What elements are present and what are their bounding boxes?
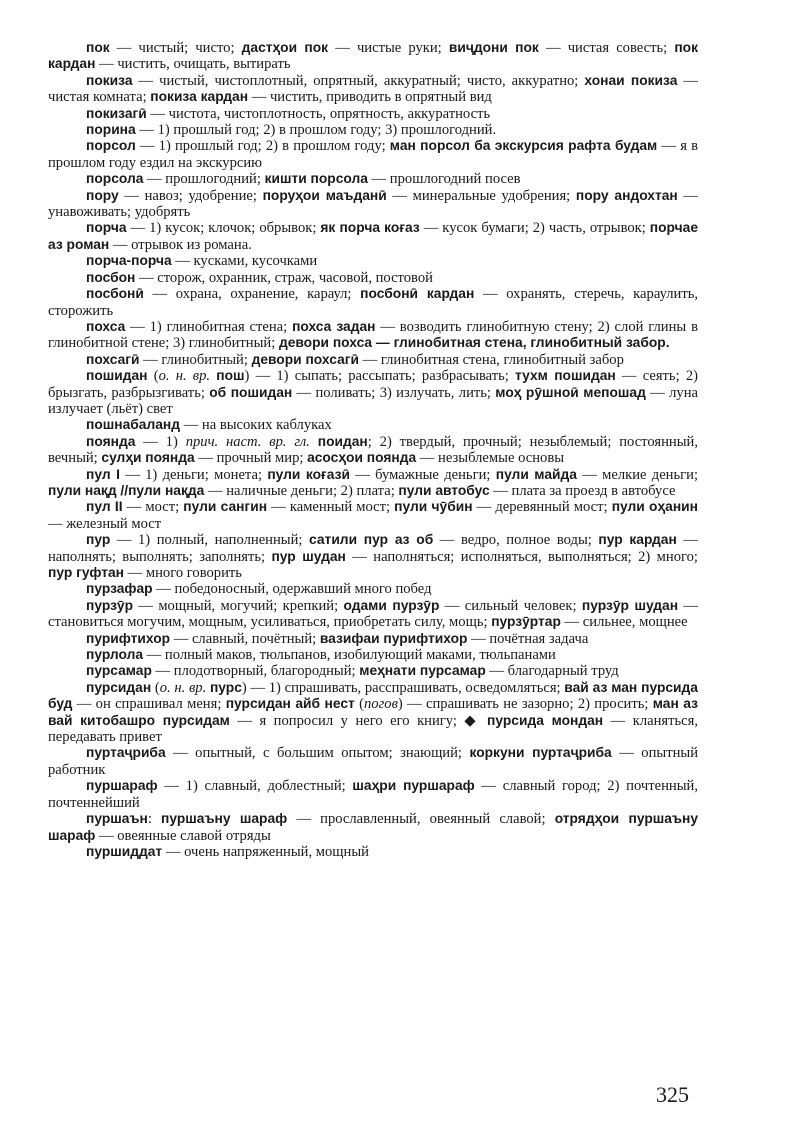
- headword: порсол: [86, 138, 136, 154]
- definition-text: — чистота, чистоплотность, опрятность, аккуратность: [146, 105, 491, 122]
- headword: похсагӣ: [86, 351, 140, 367]
- definition-text: — наполнять; выполнять; заполнять;: [48, 532, 698, 565]
- definition-text: — кусок бумаги; 2) часть, отрывок;: [419, 220, 650, 237]
- grammar-note: о. н. вр.: [158, 368, 211, 385]
- headword: дастҳои пок: [241, 40, 329, 55]
- headword: пошнабаланд: [86, 417, 180, 433]
- definition-text: — на высоких каблуках: [180, 417, 332, 434]
- definition-text: :: [147, 811, 162, 828]
- dictionary-page-body: [48, 40, 698, 860]
- definition-text: — кланяться, передавать привет: [48, 712, 699, 746]
- definition-text: — сильнее, мощнее: [560, 614, 688, 631]
- definition-text: — чистая комната;: [48, 72, 699, 106]
- definition-text: — ведро, полное воды;: [433, 532, 599, 549]
- definition-text: — овеянные славой отряды: [95, 827, 271, 844]
- headword: пур гуфтан: [48, 565, 124, 580]
- definition-text: — мелкие деньги;: [576, 466, 698, 483]
- headword: пурзӯр: [86, 597, 134, 613]
- definition-text: — деревянный мост;: [472, 499, 612, 516]
- definition-text: [310, 434, 318, 450]
- definition-text: (: [147, 368, 159, 385]
- dictionary-entry: [48, 680, 698, 746]
- dictionary-entry: [48, 581, 698, 597]
- definition-text: — славный город; 2) почтенный, почтеннейший: [48, 778, 698, 811]
- definition-text: — мощный, могучий; крепкий;: [133, 597, 344, 614]
- headword: похса задан: [292, 318, 376, 334]
- headword: поянда: [86, 433, 136, 449]
- definition-text: — опытный работник: [48, 745, 699, 778]
- headword: пурсидан: [86, 679, 152, 695]
- definition-text: — 1) славный, доблестный;: [157, 778, 353, 795]
- definition-text: ) — 1) спрашивать, расспрашивать, осведомляться;: [241, 679, 565, 696]
- definition-text: — я в прошлом году ездил на экскурсию: [48, 138, 698, 171]
- definition-text: — глинобитный;: [139, 351, 252, 368]
- headword: пули оҳанин: [611, 499, 698, 515]
- headword: хонаи покиза: [584, 72, 678, 88]
- headword: моҳ рӯшноӣ мепошад: [495, 384, 646, 400]
- dictionary-entry: [48, 647, 698, 663]
- headword: пурзӯртар: [491, 614, 561, 630]
- headword: покиза: [86, 72, 133, 88]
- headword: пурлола: [86, 647, 144, 663]
- headword: пошидан: [86, 368, 148, 384]
- dictionary-entry: [48, 171, 698, 187]
- headword: ман порсол ба экскурсия рафта будам: [389, 138, 658, 154]
- definition-text: — охрана, охранение, караул;: [143, 286, 361, 303]
- dictionary-entry: [48, 368, 698, 417]
- headword: пош: [216, 368, 245, 384]
- dictionary-entry: [48, 352, 698, 368]
- dictionary-entry: [48, 319, 698, 352]
- headword: пурзӯр шудан: [581, 597, 679, 613]
- definition-text: — благодарный труд: [485, 663, 619, 680]
- headword: отрядҳои пуршаъну шараф: [48, 811, 698, 843]
- definition-text: — 1) прошлый год; 2) в прошлом году; 3) прошлогодний.: [135, 122, 497, 139]
- grammar-note: погов: [363, 696, 398, 713]
- dictionary-entry: [48, 122, 698, 138]
- headword: пули чӯбин: [394, 499, 473, 515]
- definition-text: — сторож, охранник, страж, часовой, постовой: [135, 269, 433, 286]
- headword: посбонӣ: [86, 286, 144, 302]
- headword: пуртаҷриба: [86, 745, 166, 761]
- headword: похса: [86, 318, 126, 334]
- definition-text: — я попросил у него его книгу; ◆: [229, 712, 488, 729]
- headword: поидан: [317, 433, 368, 449]
- definition-text: — унавоживать; удобрять: [48, 187, 698, 221]
- definition-text: — луна излучает (льёт) свет: [48, 384, 698, 417]
- headword: пору: [86, 187, 119, 203]
- headword: пок кардан: [48, 40, 698, 72]
- grammar-note: о. н. вр.: [159, 679, 207, 696]
- headword: асосҳои поянда: [307, 450, 417, 466]
- dictionary-entry: [48, 811, 698, 844]
- definition-text: — каменный мост;: [267, 499, 395, 516]
- definition-text: — прошлогодний;: [143, 171, 265, 188]
- dictionary-entry: [48, 598, 698, 631]
- dictionary-entry: [48, 138, 698, 171]
- headword: пурс: [209, 679, 242, 695]
- definition-text: — возводить глинобитную стену; 2) слой глины в глинобитной стене; 3) глинобитный;: [48, 318, 698, 352]
- definition-text: — славный, почётный;: [170, 630, 320, 647]
- definition-text: — поливать; 3) излучать, лить;: [292, 384, 496, 401]
- headword: ман аз вай китобашро пурсидам: [48, 696, 698, 728]
- definition-text: — 1) прошлый год; 2) в прошлом году;: [135, 138, 390, 155]
- headword: пули коғазӣ: [267, 466, 350, 482]
- grammar-note: прич. наст. вр. гл.: [185, 433, 310, 450]
- headword: покизагӣ: [86, 105, 147, 121]
- dictionary-entry: [48, 844, 698, 860]
- definition-text: ) — спрашивать не зазорно; 2) просить;: [397, 696, 653, 713]
- definition-text: — 1) деньги; монета;: [119, 466, 268, 483]
- headword: посбонӣ кардан: [360, 286, 475, 302]
- definition-text: — чистый; чисто;: [109, 40, 242, 56]
- dictionary-entry: [48, 40, 698, 73]
- dictionary-entry: [48, 270, 698, 286]
- headword: пору андохтан: [575, 187, 678, 203]
- headword: кишти порсола: [264, 171, 368, 187]
- dictionary-entry: [48, 417, 698, 433]
- headword: поруҳои маъданӣ: [262, 187, 387, 203]
- definition-text: (: [151, 679, 160, 696]
- headword: пурзафар: [86, 581, 153, 597]
- headword: порсола: [86, 171, 144, 187]
- headword: меҳнати пурсамар: [359, 663, 486, 679]
- definition-text: — мост;: [122, 499, 184, 516]
- definition-text: — чистить, приводить в опрятный вид: [248, 89, 492, 106]
- definition-text: — прошлогодний посев: [367, 171, 521, 188]
- definition-text: — бумажные деньги;: [349, 466, 496, 483]
- headword: сатили пур аз об: [309, 532, 434, 548]
- definition-text: ) — 1) сыпать; рассыпать; разбрасывать;: [244, 368, 516, 385]
- definition-text: — опытный, с большим опытом; знающий;: [165, 745, 470, 762]
- definition-text: — очень напряженный, мощный: [162, 843, 369, 860]
- headword: пули автобус: [398, 482, 490, 498]
- definition-text: — много говорить: [123, 565, 242, 581]
- definition-text: — почётная задача: [467, 630, 589, 647]
- dictionary-entry: [48, 778, 698, 811]
- definition-text: — минеральные удобрения;: [386, 187, 576, 204]
- headword: сулҳи поянда: [101, 450, 195, 466]
- definition-text: — чистить, очищать, вытирать: [95, 56, 291, 73]
- dictionary-entry: [48, 253, 698, 269]
- definition-text: — победоносный, одержавший много побед: [152, 581, 432, 598]
- headword: пурсамар: [86, 663, 152, 679]
- headword: пуршаъну шараф: [161, 811, 288, 827]
- definition-text: — прочный мир;: [194, 450, 308, 467]
- headword: порчае аз роман: [48, 220, 698, 252]
- headword: пул II: [86, 499, 123, 515]
- dictionary-entry: [48, 286, 698, 319]
- headword: об пошидан: [209, 384, 293, 400]
- dictionary-entry: [48, 499, 698, 532]
- headword: посбон: [86, 269, 136, 285]
- definition-text: — сильный человек;: [439, 597, 582, 614]
- definition-text: — наличные деньги; 2) плата;: [204, 482, 399, 499]
- headword: пули сангин: [183, 499, 268, 515]
- definition-text: — плодотворный, благородный;: [151, 663, 360, 680]
- dictionary-entry: [48, 631, 698, 647]
- headword: пуршиддат: [86, 843, 163, 859]
- definition-text: — 1) полный, наполненный;: [110, 532, 310, 549]
- headword: пули майда: [495, 466, 577, 482]
- headword: порча: [86, 220, 127, 236]
- dictionary-entry: [48, 434, 698, 467]
- definition-text: — навоз; удобрение;: [118, 187, 263, 204]
- headword: пуршаън: [86, 811, 148, 827]
- headword: пур шудан: [271, 548, 346, 564]
- headword: виҷдони пок: [448, 40, 539, 55]
- definition-text: — сеять; 2) брызгать, разбрызгивать;: [48, 368, 698, 401]
- headword: вай аз ман пурсида буд: [48, 679, 698, 712]
- headword: девори похса — глинобитная стена, глинобитный забор.: [278, 335, 670, 351]
- dictionary-entry: [48, 220, 698, 253]
- definition-text: — становиться могучим, мощным, усиливаться, приобретать силу, мощь;: [48, 597, 698, 631]
- headword: пурифтихор: [86, 630, 171, 646]
- definition-text: — охранять, стеречь, караулить, сторожить: [48, 286, 698, 319]
- definition-text: — 1): [135, 433, 186, 450]
- definition-text: — кусками, кусочками: [171, 253, 318, 270]
- headword: коркуни пуртаҷриба: [469, 745, 612, 761]
- definition-text: — он спрашивал меня;: [72, 696, 226, 713]
- dictionary-entry: [48, 532, 698, 581]
- headword: вазифаи пурифтихор: [319, 630, 468, 646]
- headword: девори похсагӣ: [251, 351, 359, 367]
- headword: пуршараф: [86, 778, 158, 794]
- definition-text: — 1) кусок; клочок; обрывок;: [126, 220, 321, 237]
- dictionary-entry: [48, 73, 698, 106]
- headword: порина: [86, 122, 136, 138]
- dictionary-entry: [48, 467, 698, 500]
- definition-text: — полный маков, тюльпанов, изобилующий маками, тюльпанами: [143, 647, 556, 664]
- definition-text: — железный мост: [48, 515, 162, 532]
- headword: як порча коғаз: [320, 220, 420, 236]
- headword: пок: [86, 40, 110, 55]
- headword: пур: [86, 532, 111, 548]
- definition-text: — чистая совесть;: [538, 40, 675, 56]
- headword: одами пурзӯр: [343, 597, 440, 613]
- headword: порча-порча: [86, 253, 172, 269]
- dictionary-entry: [48, 188, 698, 221]
- definition-text: — наполняться; исполняться, выполняться; 2) много;: [345, 548, 698, 565]
- definition-text: — отрывок из романа.: [109, 236, 252, 253]
- definition-text: — чистый, чистоплотный, опрятный, аккуратный; чисто, аккуратно;: [132, 72, 585, 89]
- headword: пур кардан: [598, 532, 677, 548]
- definition-text: — 1) глинобитная стена;: [125, 318, 293, 335]
- definition-text: ; 2) твердый, прочный; незыблемый; постоянный, вечный;: [48, 433, 698, 467]
- headword: пурсида мондан: [487, 712, 604, 728]
- definition-text: — незыблемые основы: [416, 450, 565, 467]
- definition-text: — плата за проезд в автобусе: [489, 482, 676, 499]
- headword: пули нақд //пули нақда: [48, 482, 205, 498]
- headword: шаҳри пуршараф: [352, 778, 475, 794]
- definition-text: — чистые руки;: [328, 40, 449, 56]
- definition-text: — прославленный, овеянный славой;: [287, 811, 555, 828]
- page-number: 325: [656, 1082, 689, 1107]
- dictionary-entry: [48, 663, 698, 679]
- headword: тухм пошидан: [515, 368, 616, 384]
- definition-text: — глинобитная стена, глинобитный забор: [358, 351, 624, 368]
- headword: пул I: [86, 466, 120, 482]
- dictionary-entry: [48, 745, 698, 778]
- dictionary-entry: [48, 106, 698, 122]
- headword: пурсидан айб нест: [225, 696, 355, 712]
- headword: покиза кардан: [150, 89, 249, 105]
- definition-text: (: [354, 696, 364, 713]
